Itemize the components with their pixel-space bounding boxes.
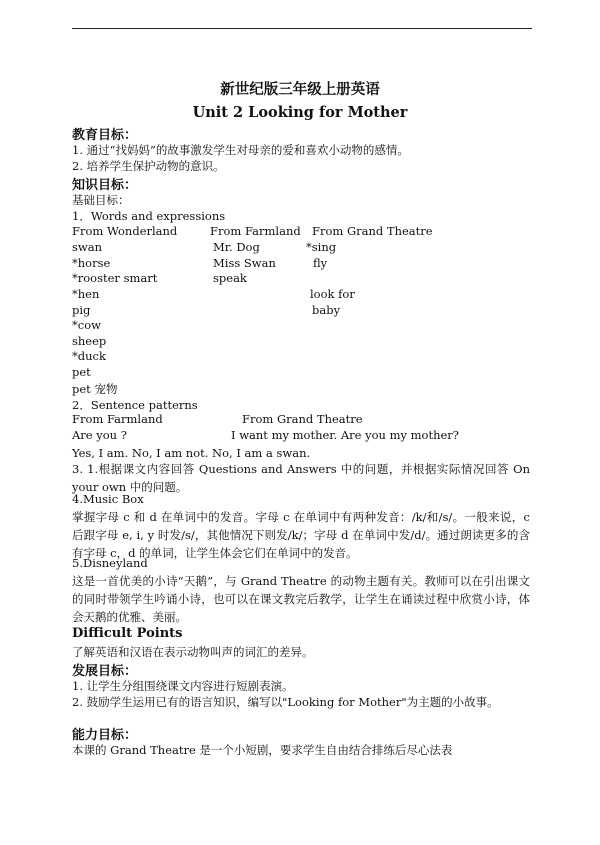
words-heading: 1．Words and expressions <box>72 209 226 223</box>
difficult-points-text: 了解英语和汉语在表示动物叫声的词汇的差异。 <box>72 645 314 659</box>
word-item: baby <box>312 303 341 317</box>
music-box-text: 掌握字母 c 和 d 在单词中的发音。字母 c 在单词中有两种发音：/k/和/s/。一般来说，c 后跟字母 e, i, y 时发/s/，其他情况下则发/k/；字母 d 在单词中发/d/。通过朗读更多的含有字母 c，d 的单词，让学生体会它们在单词中的发音。 <box>72 510 530 560</box>
dev-goal-1: 1. 让学生分组围绕课文内容进行短剧表演。 <box>72 679 294 693</box>
music-box-heading: 4.Music Box <box>72 492 144 506</box>
point-3: 3. 1.根据课文内容回答 Questions and Answers 中的问题，并根据实际情况回答 On your own 中的问题。 <box>72 462 530 494</box>
word-item: *cow <box>72 318 101 332</box>
word-item: sheep <box>72 334 107 348</box>
top-rule <box>72 28 532 29</box>
knowledge-goals-heading: 知识目标： <box>72 178 138 193</box>
sentence-col-farmland: From Farmland <box>72 412 163 426</box>
sentence-right: I want my mother. Are you my mother? <box>231 428 459 442</box>
sentence-heading: 2．Sentence patterns <box>72 398 198 412</box>
sentence-left: Are you ? <box>72 428 127 442</box>
word-item: fly <box>313 256 328 270</box>
title-chinese: 新世纪版三年级上册英语 <box>220 81 380 98</box>
word-item: pet <box>72 365 91 379</box>
word-item: *sing <box>306 240 337 254</box>
word-item: *hen <box>72 287 100 301</box>
edu-goal-2: 2. 培养学生保护动物的意识。 <box>72 159 225 173</box>
sentence-answer: Yes, I am. No, I am not. No, I am a swan. <box>72 446 311 460</box>
word-item: Miss Swan <box>213 256 276 270</box>
word-item: *rooster smart <box>72 271 158 285</box>
ability-goals-text: 本课的 Grand Theatre 是一个小短剧，要求学生自由结合排练后尽心法表 <box>72 743 453 757</box>
sentence-col-grand-theatre: From Grand Theatre <box>242 412 363 426</box>
disneyland-text: 这是一首优美的小诗“天鹅”，与 Grand Theatre 的动物主题有关。教师可以在引出课文的同时带领学生吟诵小诗，也可以在课文教完后教学，让学生在诵读过程中欣赏小诗，体会天鹅的优雅、美丽。 <box>72 574 530 624</box>
column-header-wonderland: From Wonderland <box>72 224 178 238</box>
word-item: pet 宠物 <box>72 382 118 396</box>
word-item: pig <box>72 303 91 317</box>
difficult-points-heading: Difficult Points <box>72 626 183 641</box>
edu-goals-heading: 教育目标： <box>72 128 138 143</box>
basic-goals-label: 基础目标： <box>72 193 130 207</box>
ability-goals-heading: 能力目标： <box>72 728 138 743</box>
title-english: Unit 2 Looking for Mother <box>192 104 408 121</box>
word-item: swan <box>72 240 103 254</box>
word-item: *horse <box>72 256 111 270</box>
dev-goal-2: 2. 鼓励学生运用已有的语言知识，编写以"Looking for Mother"为主题的小故事。 <box>72 695 499 709</box>
dev-goals-heading: 发展目标： <box>72 664 138 679</box>
column-header-grand-theatre: From Grand Theatre <box>312 224 433 238</box>
disneyland-heading: 5.Disneyland <box>72 556 148 570</box>
word-item: Mr. Dog <box>213 240 260 254</box>
word-item: *duck <box>72 349 106 363</box>
edu-goal-1: 1. 通过“找妈妈”的故事激发学生对母亲的爱和喜欢小动物的感情。 <box>72 143 409 157</box>
word-item: look for <box>310 287 355 301</box>
word-item: speak <box>213 271 247 285</box>
column-header-farmland: From Farmland <box>210 224 301 238</box>
